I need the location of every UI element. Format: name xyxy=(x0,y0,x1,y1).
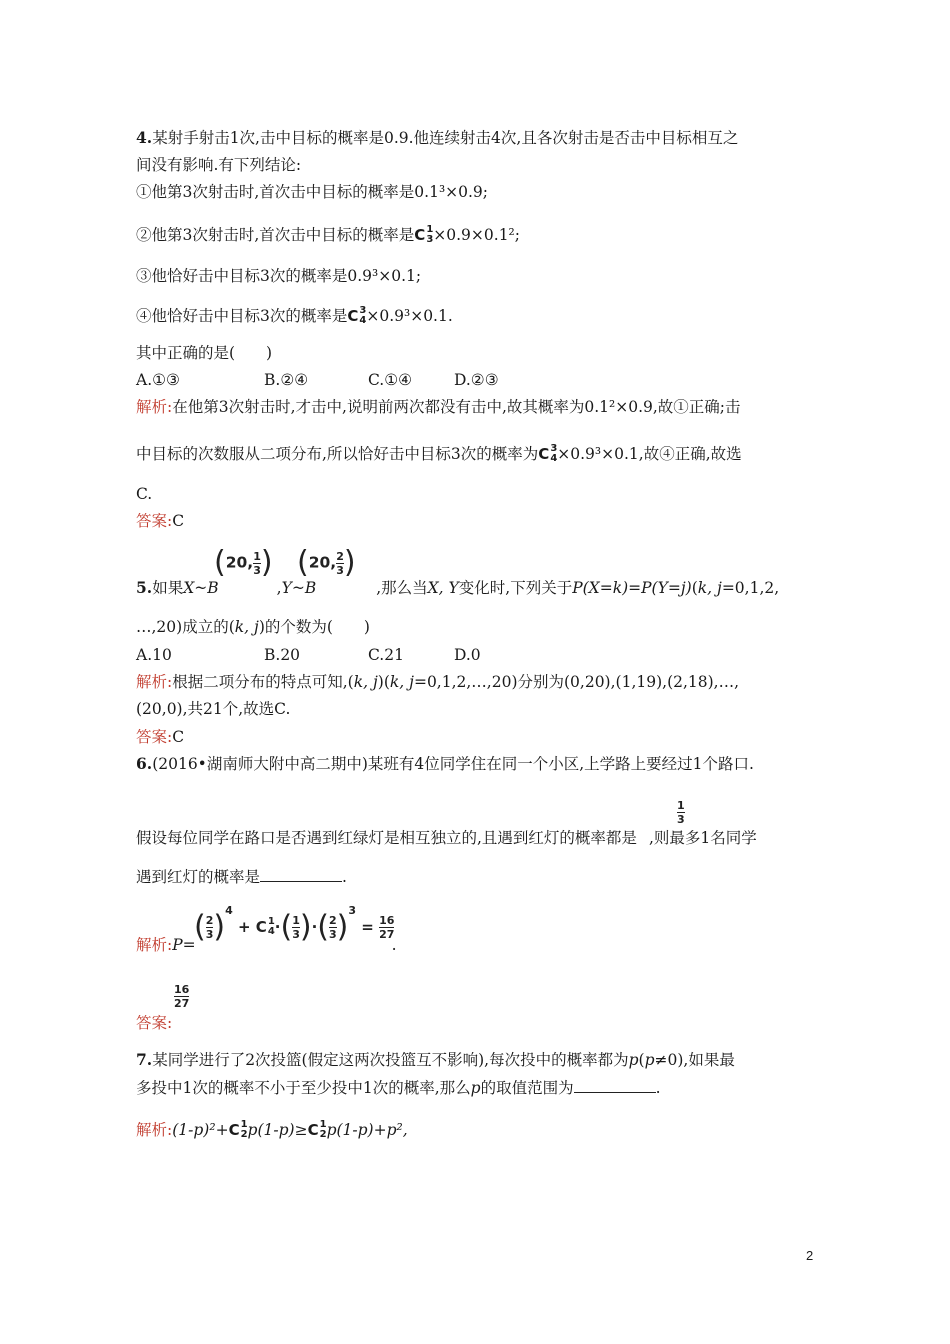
q4-statement-2: ②他第3次射击时,首次击中目标的概率是 C 1 3 ×0.9×0.1²; xyxy=(136,224,520,245)
q4-analysis-line2: 中目标的次数服从二项分布,所以恰好击中目标3次的概率为 C 3 4 ×0.9³×0.1,故④正确,故选 xyxy=(136,443,742,464)
q6-number: 6. xyxy=(136,754,153,773)
q6-stem-line3: 遇到红灯的概率是 . xyxy=(136,868,347,886)
combination-c-4-3: C 3 4 xyxy=(538,443,558,464)
q4-analysis-line1: 解析:在他第3次射击时,才击中,说明前两次都没有击中,故其概率为0.1²×0.9,故①正确;击 xyxy=(136,398,741,416)
option-a: A.①③ xyxy=(136,371,180,389)
q4-options xyxy=(136,370,499,390)
option-c: C.21 xyxy=(368,646,404,664)
q5-options xyxy=(136,645,481,665)
answer-label: 答案: xyxy=(136,512,173,530)
analysis-label: 解析: xyxy=(136,936,173,954)
answer-label: 答案: xyxy=(136,1014,173,1032)
q5-stem-line1: 5.如果X~B ,Y~B ,那么当X, Y变化时,下列关于P(X=k)=P(Y=j)(k, j=0,1,2, xyxy=(136,578,780,597)
q7-number: 7. xyxy=(136,1050,153,1069)
q5-analysis-line2: (20,0),共21个,故选C. xyxy=(136,700,291,718)
q5-analysis-line1: 解析:根据二项分布的特点可知,(k, j)(k, j=0,1,2,…,20)分别为(0,20),(1,19),(2,18),…, xyxy=(136,673,740,691)
q6-answer-fraction: $\frac{16}{27}$ xyxy=(174,983,190,1010)
q4-stem-line1: 4.某射手射击1次,击中目标的概率是0.9.他连续射击4次,且各次射击是否击中目标相互之 xyxy=(136,128,739,147)
q5-number: 5. xyxy=(136,578,153,597)
q6-formula: ( $\frac{2}{3}$ )$^4$ + C 1 4 ·( $\frac{1}{3}$ )·( $\frac{2}{3}$ )$^3$ = $\frac{16}{27}$ xyxy=(194,904,395,945)
analysis-label: 解析: xyxy=(136,673,173,691)
option-d: D.0 xyxy=(454,646,481,664)
combination-c-4-3: C 3 4 xyxy=(347,305,367,326)
q7-stem-line2: 多投中1次的概率不小于至少投中1次的概率,那么p的取值范围为 . xyxy=(136,1079,661,1097)
analysis-label: 解析: xyxy=(136,1121,173,1139)
answer-blank xyxy=(260,867,342,882)
q4-answer: 答案:C xyxy=(136,512,185,530)
q4-stem-line2: 间没有影响.有下列结论: xyxy=(136,156,302,174)
q6-analysis: 解析:P= . xyxy=(136,936,397,954)
combination-c-4-1: C 1 4 xyxy=(255,916,275,937)
answer-blank xyxy=(574,1078,656,1093)
q6-answer xyxy=(136,1013,172,1033)
option-c: C.①④ xyxy=(368,371,413,389)
analysis-label: 解析: xyxy=(136,398,173,416)
q6-stem-line2: 假设每位同学在路口是否遇到红绿灯是相互独立的,且遇到红灯的概率都是 ,则最多1名同学 xyxy=(136,829,757,847)
option-d: D.②③ xyxy=(454,371,499,389)
q7-analysis: 解析:(1-p)²+ C 1 2 p(1-p)≥ C 1 2 p(1-p)+p², xyxy=(136,1119,408,1140)
q4-number: 4. xyxy=(136,128,153,147)
combination-c-3-1: C 1 3 xyxy=(414,224,434,245)
q5-answer: 答案:C xyxy=(136,728,185,746)
page-number: 2 xyxy=(806,1248,814,1263)
combination-c-2-1: C 1 2 xyxy=(228,1119,248,1140)
fraction-one-third: $\frac{1}{3}$ xyxy=(677,799,685,826)
option-b: B.②④ xyxy=(264,371,309,389)
q4-statement-1: ①他第3次射击时,首次击中目标的概率是0.1³×0.9; xyxy=(136,183,489,201)
option-a: A.10 xyxy=(136,646,172,664)
option-b: B.20 xyxy=(264,646,301,664)
combination-c-2-1: C 1 2 xyxy=(307,1119,327,1140)
q5-param-y: (20, $\frac{2}{3}$ ) xyxy=(297,545,356,580)
q7-stem-line1: 7.某同学进行了2次投篮(假定这两次投篮互不影响),每次投中的概率都为p(p≠0),如果最 xyxy=(136,1050,735,1069)
q4-question: 其中正确的是( ) xyxy=(136,344,273,362)
q4-statement-3: ③他恰好击中目标3次的概率是0.9³×0.1; xyxy=(136,267,422,285)
q5-stem-line2: …,20)成立的(k, j)的个数为( ) xyxy=(136,618,370,636)
q5-param-x: (20, $\frac{1}{3}$ ) xyxy=(214,545,273,580)
q4-analysis-line3: C. xyxy=(136,485,153,503)
answer-label: 答案: xyxy=(136,728,173,746)
q4-statement-4: ④他恰好击中目标3次的概率是 C 3 4 ×0.9³×0.1. xyxy=(136,305,453,326)
q6-stem-line1: 6.(2016•湖南师大附中高二期中)某班有4位同学住在同一个小区,上学路上要经过1个路口. xyxy=(136,754,754,773)
